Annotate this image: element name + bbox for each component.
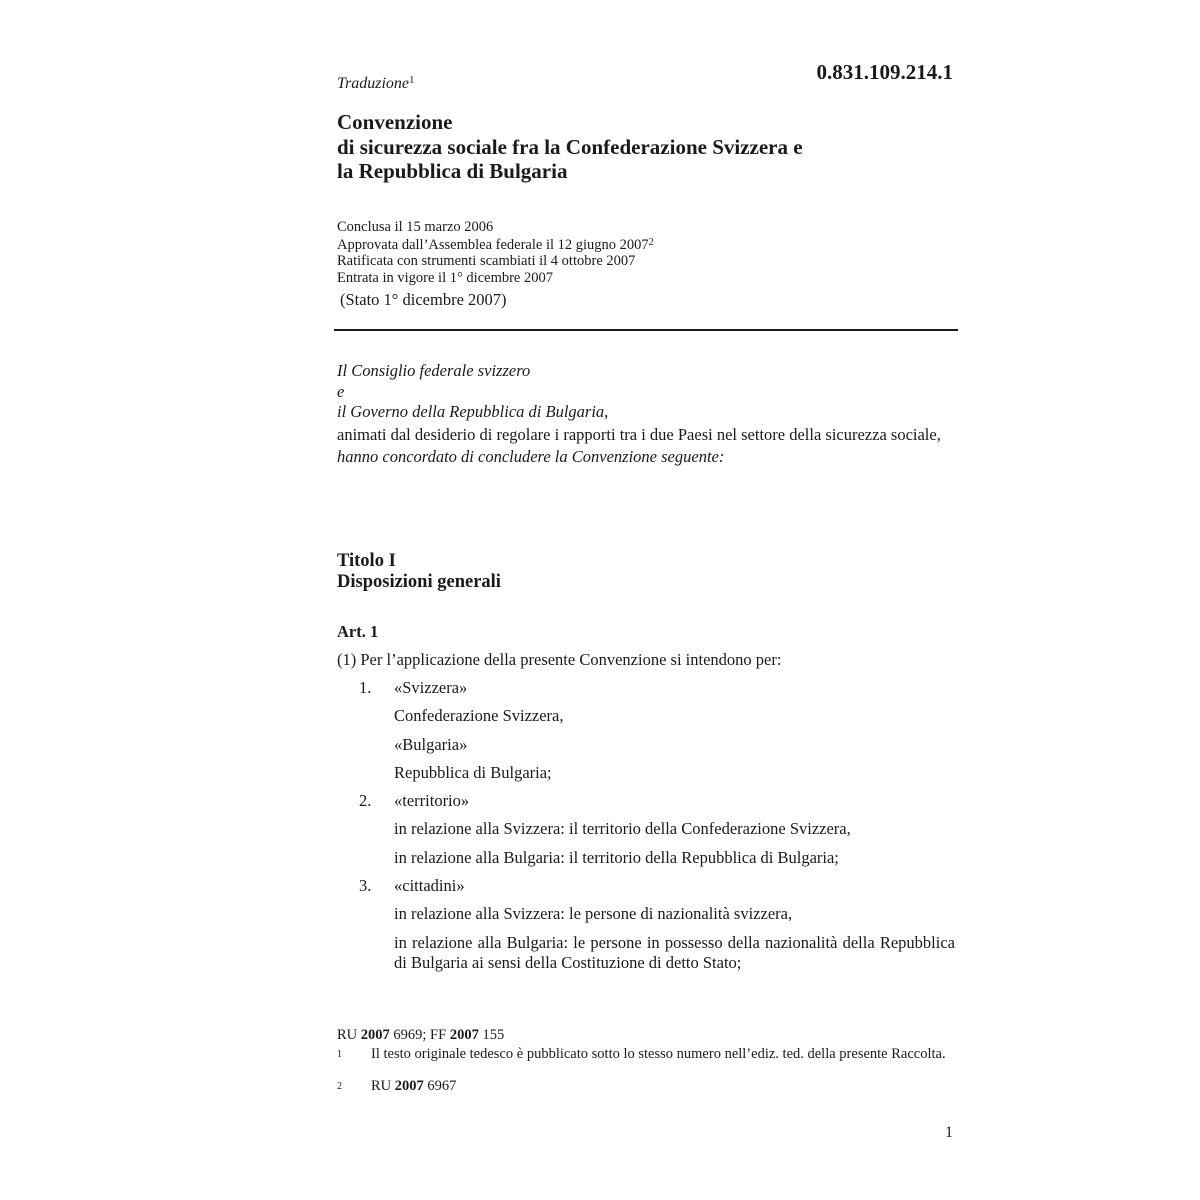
concluded-date: Conclusa il 15 marzo 2006 <box>337 219 494 235</box>
approved-date: Approvata dall’Assemblea federale il 12 giugno 2007$^2$ <box>337 237 654 254</box>
article-paragraph: (1) Per l’applicazione della presente Convenzione si intendono per: <box>337 650 782 669</box>
header-divider <box>334 329 958 331</box>
publication-reference: RU 2007 6969; FF 2007 155 <box>337 1027 505 1043</box>
preamble: Il Consiglio federale svizzero e il Governo della Repubblica di Bulgaria, animati dal desiderio di regolare i rapporti tra i due Paesi nel settore della sicurezza sociale, hanno concordato di concludere la Convenzione seguente: <box>337 361 941 466</box>
page-number: 1 <box>945 1124 953 1141</box>
footnote-ref-1[interactable]: 1 <box>409 74 415 86</box>
ratified-date: Ratificata con strumenti scambiati il 4 ottobre 2007 <box>337 253 636 270</box>
list-item: 1. «Svizzera» Confederazione Svizzera, «Bulgaria» Repubblica di Bulgaria; <box>359 678 564 782</box>
document-metadata <box>337 219 654 286</box>
entry-into-force-date: Entrata in vigore il 1° dicembre 2007 <box>337 269 553 286</box>
footnote-2: 2 RU 2007 6967 <box>337 1078 457 1094</box>
section-heading: Titolo I Disposizioni generali <box>337 551 501 592</box>
list-item: 2. «territorio» in relazione alla Svizzera: il territorio della Confederazione Svizzera, in relazione alla Bulgaria: il territorio della Repubblica di Bulgaria; <box>359 791 851 867</box>
sr-number: 0.831.109.214.1 <box>816 60 953 84</box>
status-date: (Stato 1° dicembre 2007) <box>340 290 507 309</box>
translation-note: Traduzione$^1$ <box>337 74 415 92</box>
document-title: Convenzione di sicurezza sociale fra la Confederazione Svizzera e la Repubblica di Bulgaria <box>337 110 803 183</box>
footnote-1: 1 Il testo originale tedesco è pubblicato sotto lo stesso numero nell’ediz. ted. della presente Raccolta. <box>337 1046 946 1062</box>
article-heading: Art. 1 <box>337 622 379 641</box>
definitions-list <box>337 678 955 973</box>
footnote-ref-2[interactable]: 2 <box>648 237 654 249</box>
list-item: 3. «cittadini» in relazione alla Svizzera: le persone di nazionalità svizzera, in relazione alla Bulgaria: le persone in possesso della nazionalità della Repubblica di Bulgaria ai sensi della Costituzione di detto Stato; <box>359 876 955 972</box>
